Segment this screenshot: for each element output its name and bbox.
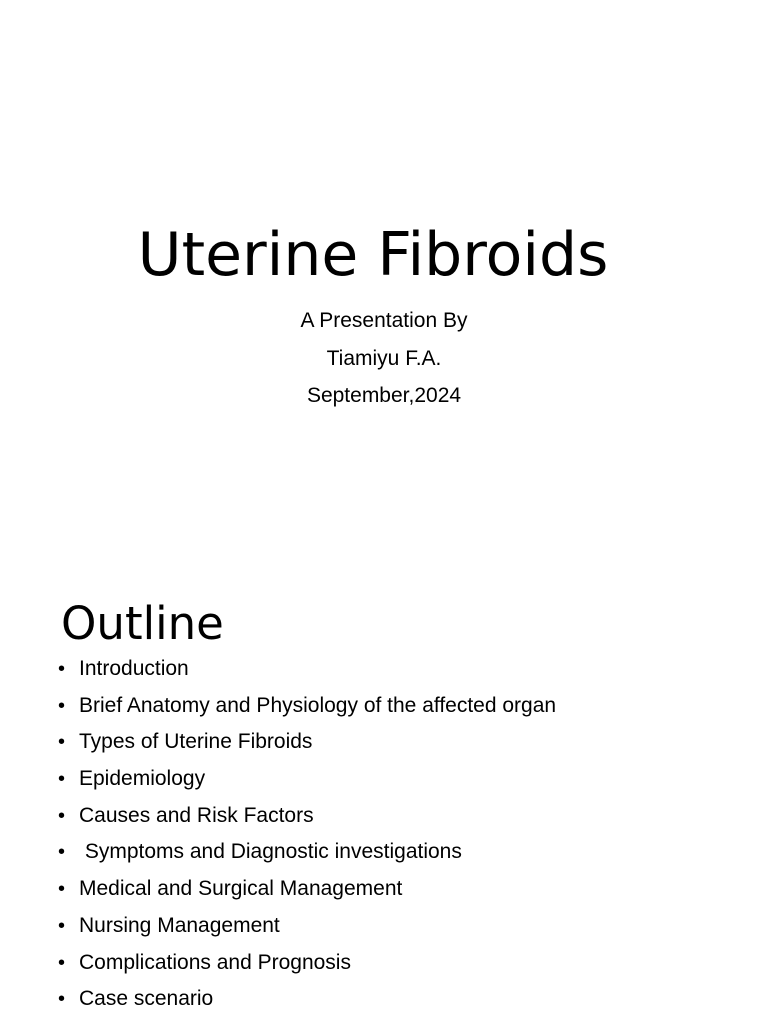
outline-item-text: Nursing Management (79, 913, 280, 937)
outline-item-types (58, 724, 556, 761)
outline-item-medical-management (58, 871, 556, 908)
presentation-title: Uterine Fibroids (137, 220, 609, 290)
bullet-icon: • (58, 658, 66, 680)
outline-item-text: Medical and Surgical Management (79, 877, 403, 901)
bullet-icon: • (58, 768, 66, 791)
outline-item-causes (58, 798, 556, 835)
bullet-icon: • (58, 731, 66, 754)
outline-item-epidemiology (58, 761, 556, 798)
outline-item-text: Causes and Risk Factors (79, 803, 314, 827)
outline-title: Outline (61, 597, 224, 650)
outline-item-nursing-management (58, 908, 556, 945)
outline-item-case-scenario (58, 981, 556, 1018)
outline-item-complications (58, 945, 556, 982)
outline-item-text: Types of Uterine Fibroids (79, 730, 313, 754)
outline-item-text: Case scenario (79, 987, 214, 1011)
outline-item-text: Complications and Prognosis (79, 950, 351, 974)
subtitle-block (0, 302, 768, 415)
outline-list (58, 651, 556, 1018)
bullet-icon: • (58, 694, 66, 717)
presentation-date: September,2024 (306, 384, 462, 407)
outline-item-text: Epidemiology (79, 767, 206, 791)
bullet-icon: • (58, 988, 66, 1011)
bullet-icon: • (58, 914, 66, 937)
outline-item-text: Symptoms and Diagnostic investigations (79, 840, 462, 864)
presenter-name: Tiamiyu F.A. (326, 346, 442, 370)
bullet-icon: • (58, 951, 66, 974)
outline-item-text: Brief Anatomy and Physiology of the affected organ (79, 693, 557, 717)
outline-item-text: Introduction (79, 657, 189, 680)
presenter-intro: A Presentation By (300, 309, 468, 332)
outline-item-introduction (58, 651, 556, 688)
bullet-icon: • (58, 878, 66, 901)
bullet-icon: • (58, 841, 66, 864)
outline-slide (0, 560, 768, 1024)
outline-item-anatomy (58, 688, 556, 725)
bullet-icon: • (58, 804, 66, 827)
outline-item-symptoms (58, 834, 556, 871)
